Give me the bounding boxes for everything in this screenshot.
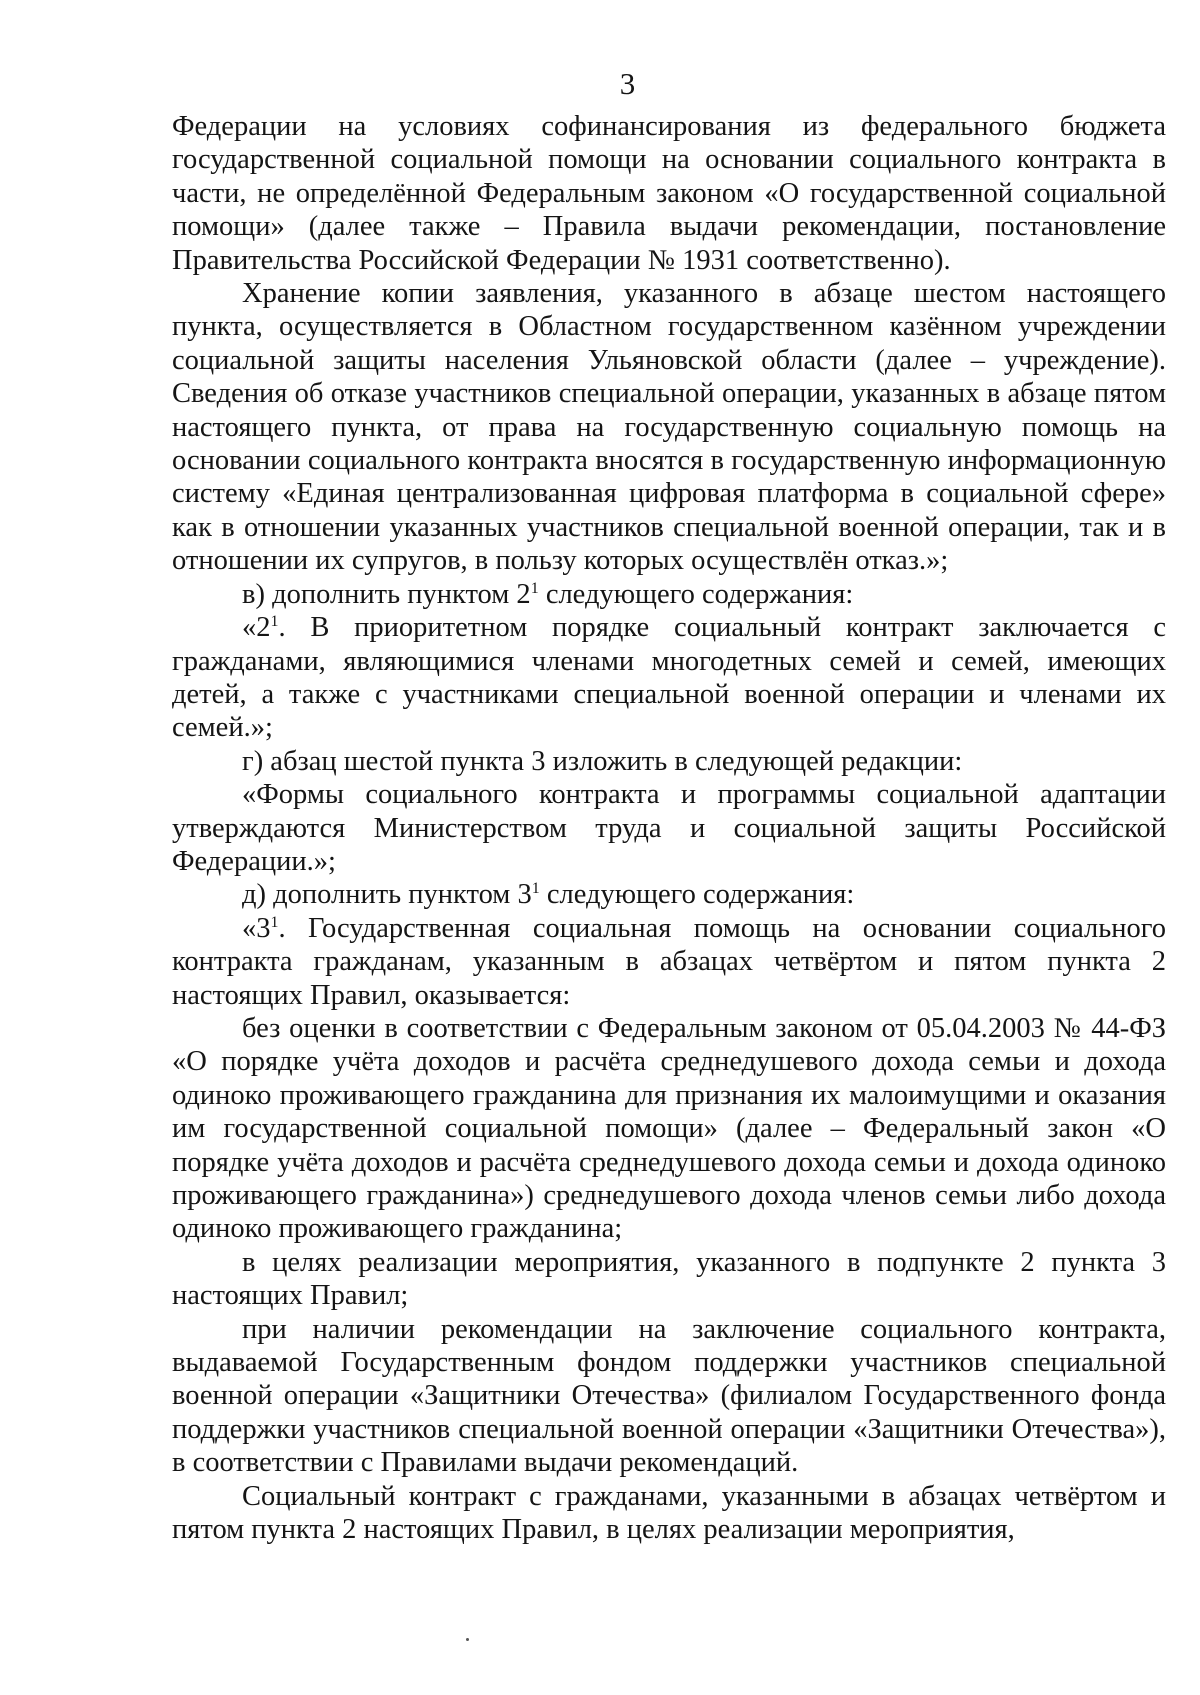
paragraph-text: в) дополнить пунктом 2 [242, 578, 531, 610]
paragraph [172, 1313, 1166, 1480]
paragraph-text-suffix: . Государственная социальная помощь на основании социального контракта гражданам, указанным в абзацах четвёртом и пятом пункта 2 настоящих Правил, оказывается: [172, 912, 1166, 1011]
paragraph-text: Социальный контракт с гражданами, указанными в абзацах четвёртом и пятом пункта 2 настоящих Правил, в целях реализации мероприятия, [172, 1480, 1166, 1546]
paragraph-text: Федерации на условиях софинансирования из федерального бюджета государственной социальной помощи на основании социального контракта в части, не определённой Федеральным законом «О государственной социальной помощи» (далее также – Правила выдачи рекомендации, постановление Правительства Российской Федерации № 1931 соответственно). [172, 111, 1166, 276]
paragraph [172, 1480, 1166, 1547]
paragraph [172, 912, 1166, 1012]
superscript: 1 [531, 880, 540, 898]
paragraph [172, 110, 1166, 277]
paragraph-text-suffix: следующего содержания: [539, 879, 855, 911]
paragraph [172, 1246, 1166, 1313]
paragraph [172, 611, 1166, 745]
scan-speck [466, 1638, 469, 1641]
paragraph-text: без оценки в соответствии с Федеральным законом от 05.04.2003 № 44-ФЗ «О порядке учёта доходов и расчёта среднедушевого дохода семьи и дохода одиноко проживающего гражданина для признания их малоимущими и оказания им государственной социальной помощи» (далее – Федеральный закон «О порядке учёта доходов и расчёта среднедушевого дохода семьи и дохода одиноко проживающего гражданина») среднедушевого дохода членов семьи либо дохода одиноко проживающего гражданина; [172, 1012, 1166, 1245]
superscript: 1 [270, 613, 279, 631]
paragraph-text: «Формы социального контракта и программы социальной адаптации утверждаются Министерством труда и социальной защиты Российской Федерации.»; [172, 779, 1166, 877]
paragraph [172, 878, 1166, 911]
paragraph-text: «3 [242, 912, 271, 944]
paragraph [172, 277, 1166, 578]
page-number: 3 [619, 66, 636, 101]
paragraph-text: Хранение копии заявления, указанного в абзаце шестом настоящего пункта, осуществляется в Областном государственном казённом учреждении социальной защиты населения Ульяновской области (далее – учреждение). Сведения об отказе участников специальной операции, указанных в абзаце пятом настоящего пункта, от права на государственную социальную помощь на основании социального контракта вносятся в государственную информационную систему «Единая централизованная цифровая платформа в социальной сфере» как в отношении указанных участников специальной военной операции, так и в отношении их супругов, в пользу которых осуществлён отказ.»; [172, 278, 1166, 577]
paragraph-text: д) дополнить пунктом 3 [242, 879, 532, 911]
paragraph-text-suffix: следующего содержания: [538, 578, 854, 610]
paragraph [172, 778, 1166, 878]
paragraph-text: в целях реализации мероприятия, указанного в подпункте 2 пункта 3 настоящих Правил; [172, 1246, 1166, 1312]
paragraph [172, 578, 1166, 611]
document-body [172, 110, 1166, 1546]
superscript: 1 [270, 913, 279, 931]
paragraph [172, 1012, 1166, 1246]
paragraph-text-suffix: . В приоритетном порядке социальный контракт заключается с гражданами, являющимися членами многодетных семей и семей, имеющих детей, а также с участниками специальной военной операции и членами их семей.»; [172, 612, 1166, 744]
paragraph-text: г) абзац шестой пункта 3 изложить в следующей редакции: [242, 745, 963, 777]
superscript: 1 [530, 579, 539, 597]
paragraph [172, 745, 1166, 778]
paragraph-text: «2 [242, 612, 271, 644]
paragraph-text: при наличии рекомендации на заключение социального контракта, выдаваемой Государственным фондом поддержки участников специальной военной операции «Защитники Отечества» (филиалом Государственного фонда поддержки участников специальной военной операции «Защитники Отечества»), в соответствии с Правилами выдачи рекомендаций. [172, 1313, 1166, 1479]
